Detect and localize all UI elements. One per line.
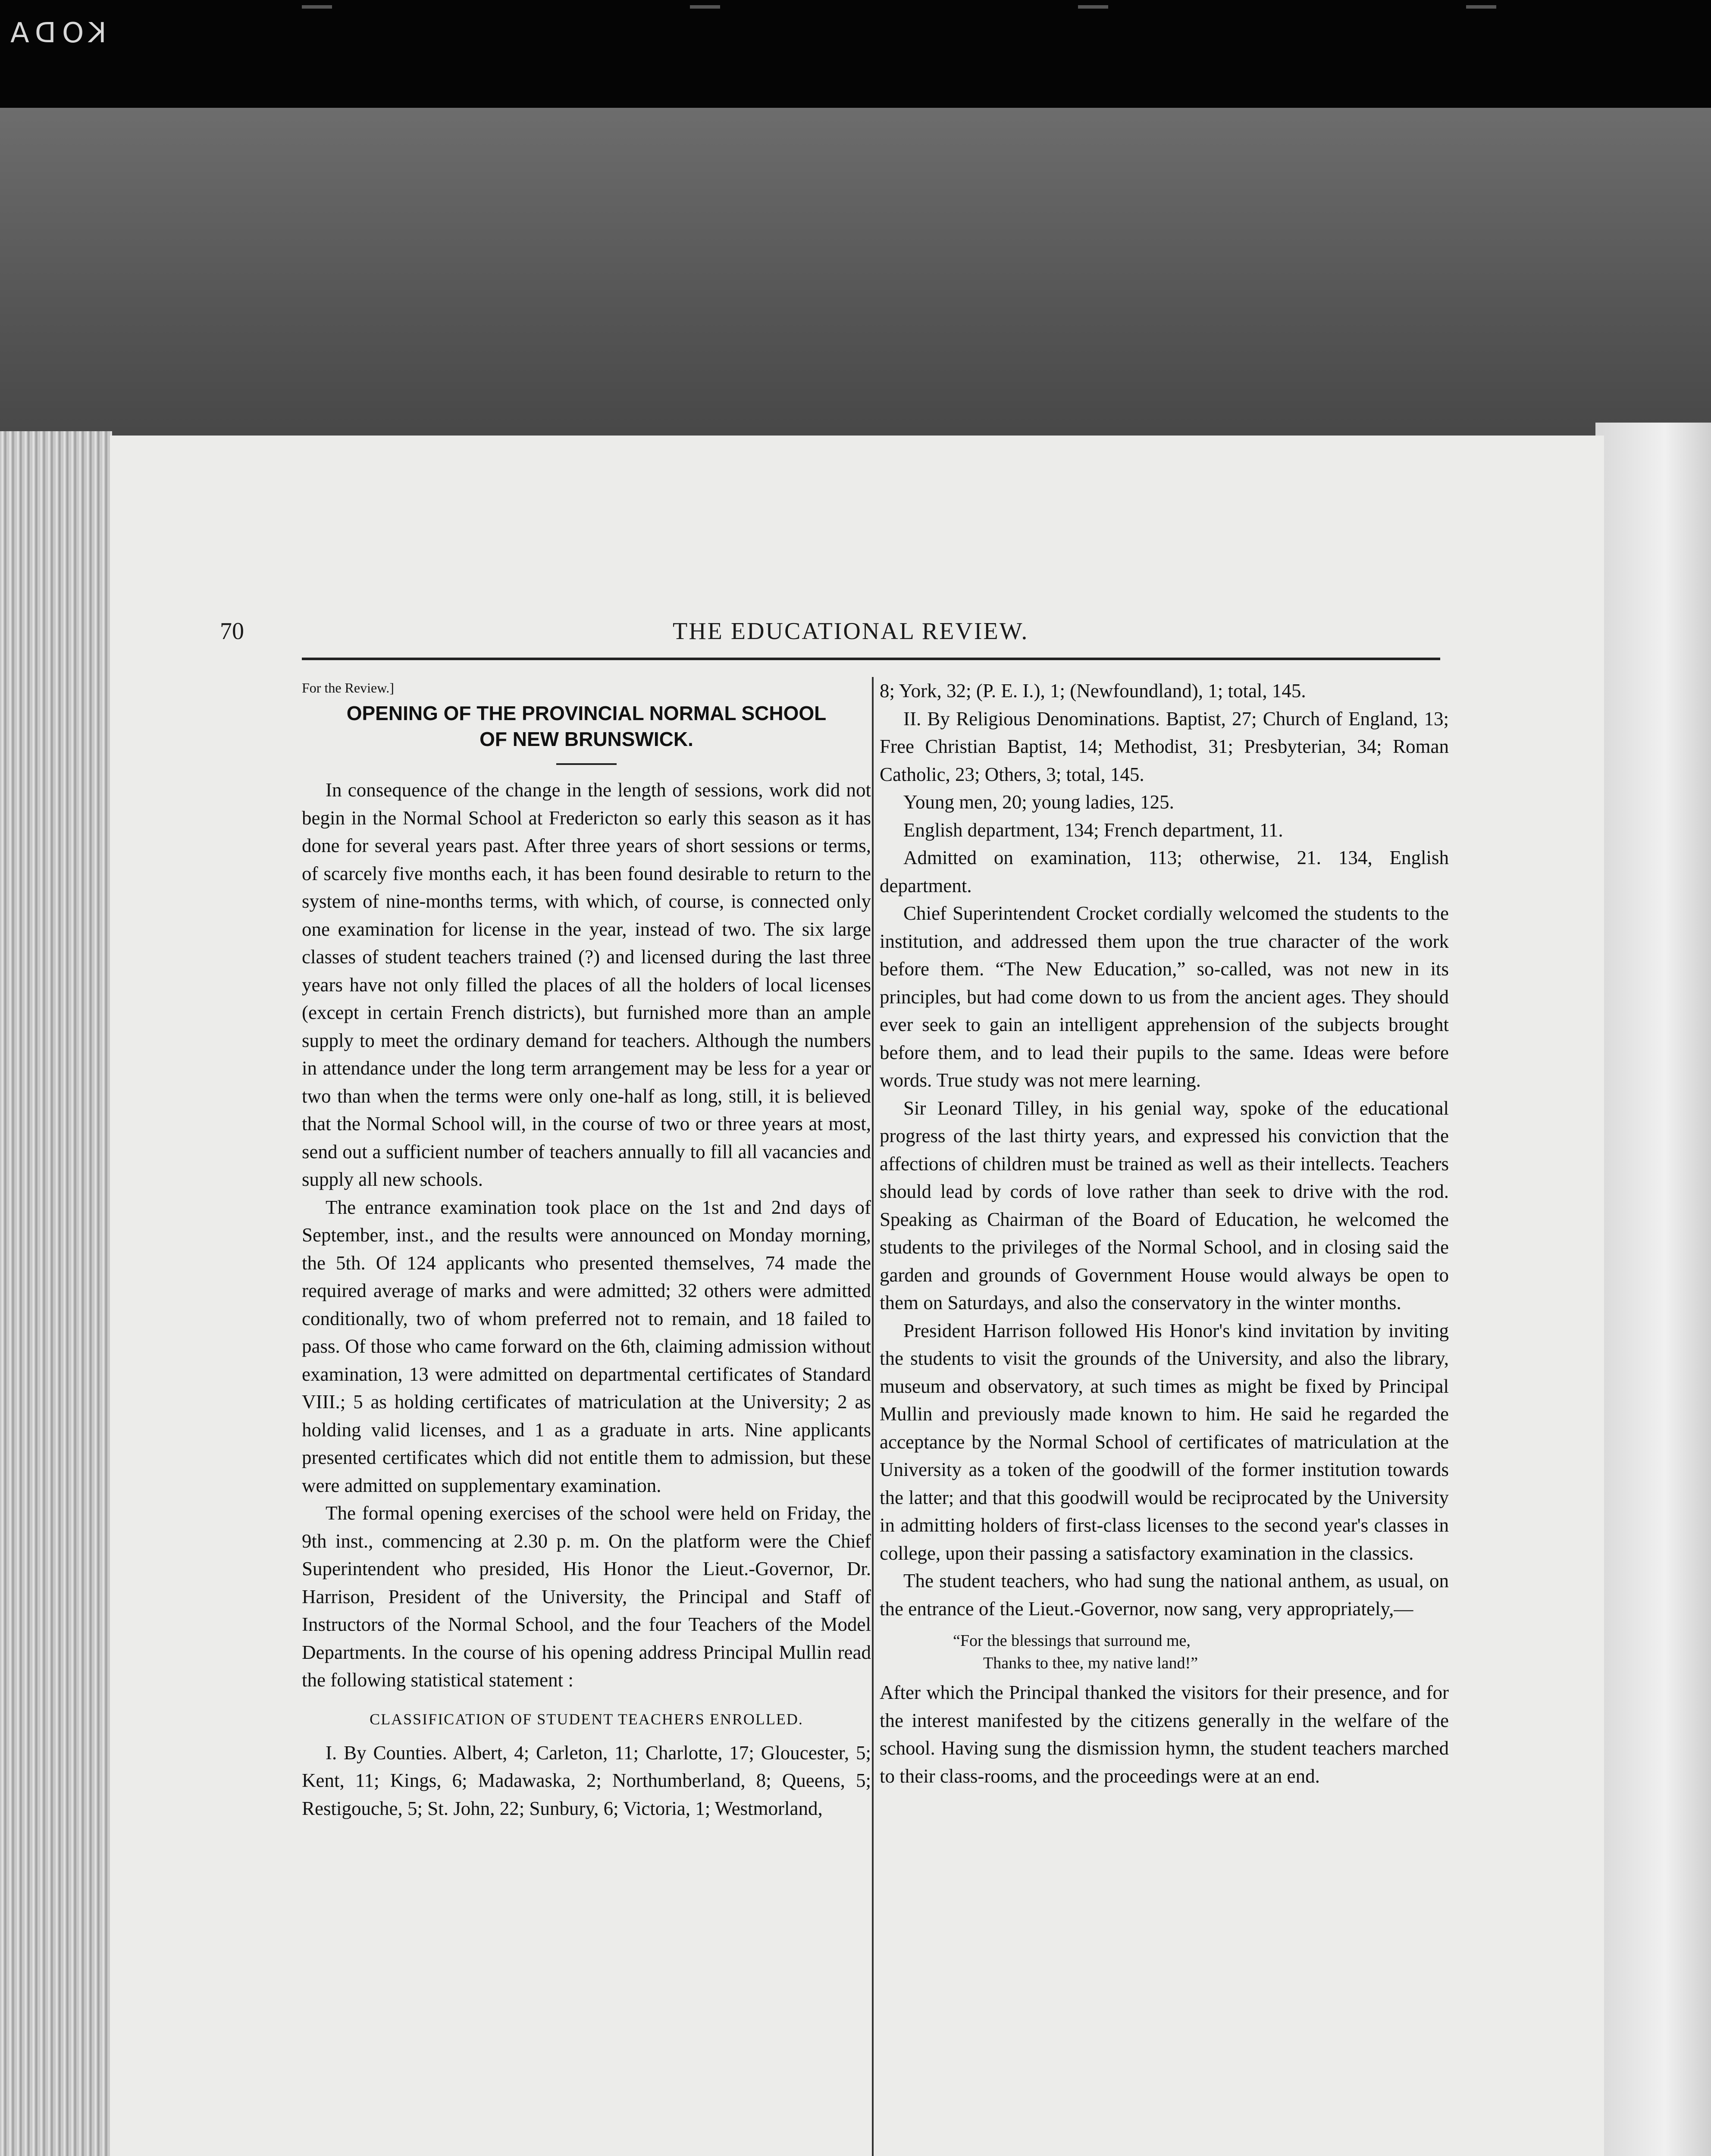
film-border <box>0 0 1711 108</box>
headline-line-2: OF NEW BRUNSWICK. <box>479 728 693 750</box>
counties-list: I. By Counties. Albert, 4; Carleton, 11; Charlotte, 17; Gloucester, 5; Kent, 11; Kings, 6; Madawaska, 2; Northumberland, 8; Queens, 5; Restigouche, 5; St. John, 22; Sunbury, 6; Victoria, 1; Westmorland, <box>302 1742 871 1819</box>
byline: For the Review.] <box>302 680 394 696</box>
book-page-edges <box>0 431 112 2156</box>
film-edge-label: KODA <box>4 17 107 49</box>
running-head <box>220 617 1462 656</box>
classification-heading: CLASSIFICATION OF STUDENT TEACHERS ENROLLED. <box>370 1710 803 1728</box>
admission-count: Admitted on examination, 113; otherwise, 21. 134, English department. <box>880 847 1449 896</box>
headline-rule <box>556 763 617 765</box>
right-column <box>880 677 1449 2156</box>
gender-count: Young men, 20; young ladies, 125. <box>903 791 1174 813</box>
department-count: English department, 134; French department, 11. <box>903 819 1283 841</box>
verse-quote <box>953 1630 1449 1674</box>
paragraph: The student teachers, who had sung the national anthem, as usual, on the entrance of the Lieut.-Governor, now sang, very appropriately,— <box>880 1570 1449 1620</box>
verse-line-1: “For the blessings that surround me, <box>953 1632 1191 1650</box>
film-sprocket <box>1466 5 1496 9</box>
film-sprocket <box>690 5 720 9</box>
headline-line-1: OPENING OF THE PROVINCIAL NORMAL SCHOOL <box>346 702 827 724</box>
page-number: 70 <box>220 618 244 645</box>
film-sprocket <box>1078 5 1108 9</box>
journal-title: THE EDUCATIONAL REVIEW. <box>673 618 1029 645</box>
paragraph: Chief Superintendent Crocket cordially welcomed the students to the institution, and addressed them upon the true character of the work before them. “The New Education,” so-called, was not new in its principles, but had come down to us from the ancient ages. They should ever seek to gain an intelligent apprehension of the subjects brought before them, and to lead their pupils to the same. Ideas were before words. True study was not mere learning. <box>880 903 1449 1091</box>
paragraph: The formal opening exercises of the school were held on Friday, the 9th inst., commencing at 2.30 p. m. On the platform were the Chief Superintendent who presided, His Honor the Lieut.-Governor, Dr. Harrison, President of the University, the Principal and Staff of Instructors of the Normal School, and the four Teachers of the Model Departments. In the course of his opening address Principal Mullin read the following statistical statement : <box>302 1502 871 1691</box>
denominations-list: II. By Religious Denominations. Baptist, 27; Church of England, 13; Free Christian Baptist, 14; Methodist, 31; Presbyterian, 34; Roman Catholic, 23; Others, 3; total, 145. <box>880 708 1449 785</box>
counties-list-continued: 8; York, 32; (P. E. I.), 1; (Newfoundland), 1; total, 145. <box>880 680 1306 702</box>
column-divider <box>872 677 874 2156</box>
left-column <box>302 677 871 2156</box>
paragraph: In consequence of the change in the length of sessions, work did not begin in the Normal School at Fredericton so early this season as it has done for several years past. After three years of short sessions or terms, of scarcely five months each, it has been found desirable to return to the system of nine-months terms, with which, of course, is connected only one examination for license in the year, instead of two. The six large classes of student teachers trained (?) and licensed during the last three years have not only filled the places of all the holders of local licenses (except in certain French districts), but furnished more than an ample supply to meet the ordinary demand for teachers. Although the numbers in attendance under the long term arrangement may be less for a year or two than when the terms were only one-half as long, still, it is believed that the Normal School will, in the course of two or three years at most, send out a sufficient number of teachers annually to fill all vacancies and supply all new schools. <box>302 779 871 1190</box>
paragraph: The entrance examination took place on the 1st and 2nd days of September, inst., and the results were announced on Monday morning, the 5th. Of 124 applicants who presented themselves, 74 made the required average of marks and were admitted; 32 others were admitted conditionally, two of whom preferred not to remain, and 18 failed to pass. Of those who came forward on the 6th, claiming admission without examination, 13 were admitted on departmental certificates of Standard VIII.; 5 as holding certificates of matriculation at the University; 2 as holding valid licenses, and 1 as a graduate in arts. Nine applicants presented certificates which did not entitle them to admission, but these were admitted on supplementary examination. <box>302 1196 871 1496</box>
facing-page-edge <box>1595 423 1711 2156</box>
paragraph: After which the Principal thanked the visitors for their presence, and for the interest manifested by the citizens generally in the welfare of the school. Having sung the dismission hymn, the student teachers marched to their class-rooms, and the proceedings were at an end. <box>880 1682 1449 1787</box>
header-rule <box>302 658 1440 660</box>
paragraph: President Harrison followed His Honor's kind invitation by inviting the students to visit the grounds of the University, and also the library, museum and observatory, at such times as might be fixed by Principal Mullin and previously made known to him. He said he regarded the acceptance by the Normal School of certificates of matriculation at the University as a token of the goodwill of the former institution towards the latter; and that this goodwill would be reciprocated by the University in admitting holders of first-class licenses to the second year's classes in college, upon their passing a satisfactory examination in the classics. <box>880 1319 1449 1564</box>
film-sprocket <box>302 5 332 9</box>
article-headline <box>302 700 871 752</box>
verse-line-2: Thanks to thee, my native land!” <box>983 1654 1198 1672</box>
paragraph: Sir Leonard Tilley, in his genial way, spoke of the educational progress of the last thirty years, and expressed his conviction that the affections of children must be trained as well as their intellects. Teachers should lead by cords of love rather than seek to drive with the rod. Speaking as Chairman of the Board of Education, he welcomed the students to the privileges of the Normal School, and in closing said the garden and grounds of Government House would always be open to them on Saturdays, and also the conservatory in the winter months. <box>880 1097 1449 1313</box>
